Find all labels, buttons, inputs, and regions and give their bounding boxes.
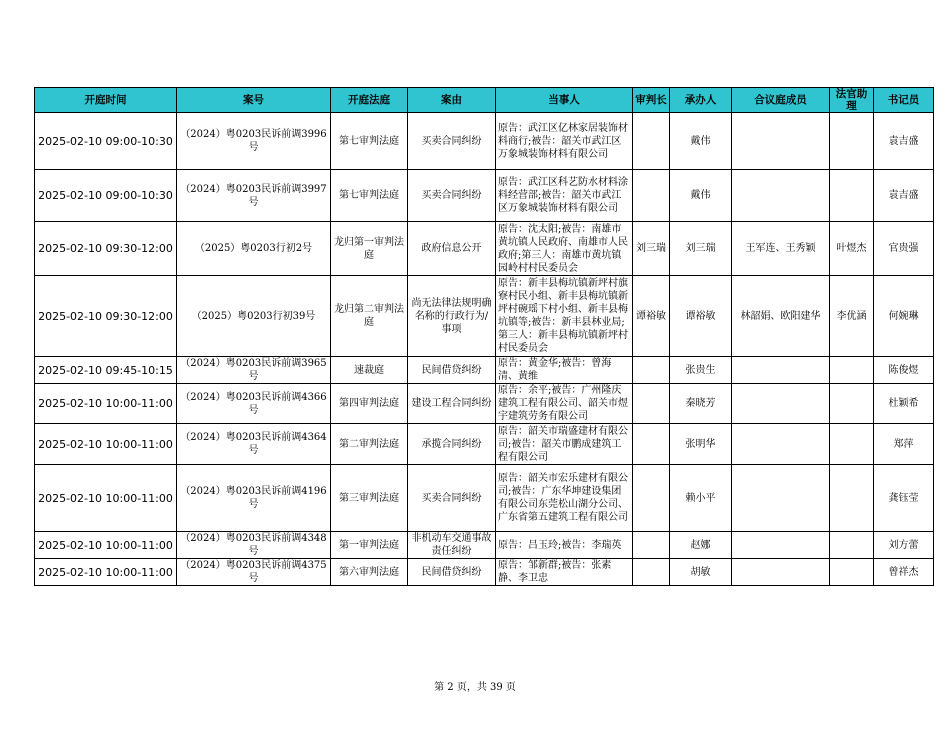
hearing-time: 2025-02-10 09:00-10:30 bbox=[35, 170, 177, 222]
hearing-time: 2025-02-10 09:45-10:15 bbox=[35, 357, 177, 384]
presiding-judge bbox=[633, 559, 670, 586]
panel-members bbox=[732, 357, 830, 384]
parties: 原告：吕玉玲;被告：李瑞英 bbox=[496, 532, 633, 559]
col-header-parties: 当事人 bbox=[496, 88, 633, 113]
presiding-judge bbox=[633, 384, 670, 424]
presiding-judge: 刘三瑞 bbox=[633, 222, 670, 276]
col-header-judge: 审判长 bbox=[633, 88, 670, 113]
presiding-judge bbox=[633, 424, 670, 465]
page-number-footer: 第 2 页，共 39 页 bbox=[434, 682, 516, 693]
panel-members: 王军连、王秀颖 bbox=[732, 222, 830, 276]
case-cause: 承揽合同纠纷 bbox=[408, 424, 496, 465]
case-number: （2025）粤0203行初2号 bbox=[177, 222, 331, 276]
col-header-clerk: 书记员 bbox=[874, 88, 934, 113]
hearing-time: 2025-02-10 10:00-11:00 bbox=[35, 384, 177, 424]
table-row bbox=[35, 113, 934, 170]
court-clerk: 袁吉盛 bbox=[874, 113, 934, 170]
case-cause: 买卖合同纠纷 bbox=[408, 465, 496, 532]
panel-members: 林韶娟、欧阳建华 bbox=[732, 276, 830, 357]
case-handler: 秦晓芳 bbox=[670, 384, 732, 424]
judge-assistant bbox=[830, 357, 874, 384]
panel-members bbox=[732, 113, 830, 170]
col-header-case-no: 案号 bbox=[177, 88, 331, 113]
presiding-judge bbox=[633, 357, 670, 384]
parties: 原告：余平;被告：广州隆庆建筑工程有限公司、韶关市煜宇建筑劳务有限公司 bbox=[496, 384, 633, 424]
parties: 原告：武江区亿林家居装饰材料商行;被告：韶关市武江区万象城装饰材料有限公司 bbox=[496, 113, 633, 170]
col-header-time: 开庭时间 bbox=[35, 88, 177, 113]
table-row bbox=[35, 170, 934, 222]
parties: 原告：韶关市宏乐建材有限公司;被告：广东华坤建设集团有限公司东莞松山湖分公司、广东省第五建筑工程有限公司 bbox=[496, 465, 633, 532]
case-number: （2024）粤0203民诉前调4348号 bbox=[177, 532, 331, 559]
courtroom: 第七审判法庭 bbox=[331, 170, 408, 222]
court-clerk: 刘方蕾 bbox=[874, 532, 934, 559]
court-clerk: 官贵强 bbox=[874, 222, 934, 276]
judge-assistant bbox=[830, 424, 874, 465]
case-cause: 尚无法律法规明确名称的行政行为/事项 bbox=[408, 276, 496, 357]
table-row bbox=[35, 424, 934, 465]
court-clerk: 曾祥杰 bbox=[874, 559, 934, 586]
court-clerk: 袁吉盛 bbox=[874, 170, 934, 222]
panel-members bbox=[732, 465, 830, 532]
court-clerk: 杜颖希 bbox=[874, 384, 934, 424]
col-header-cause: 案由 bbox=[408, 88, 496, 113]
table-row bbox=[35, 559, 934, 586]
case-handler: 张明华 bbox=[670, 424, 732, 465]
hearing-time: 2025-02-10 09:00-10:30 bbox=[35, 113, 177, 170]
hearing-time: 2025-02-10 10:00-11:00 bbox=[35, 532, 177, 559]
case-handler: 谭裕敏 bbox=[670, 276, 732, 357]
panel-members bbox=[732, 532, 830, 559]
case-handler: 张贵生 bbox=[670, 357, 732, 384]
case-cause: 买卖合同纠纷 bbox=[408, 170, 496, 222]
col-header-court: 开庭法庭 bbox=[331, 88, 408, 113]
courtroom: 第四审判法庭 bbox=[331, 384, 408, 424]
case-number: （2024）粤0203民诉前调3996号 bbox=[177, 113, 331, 170]
courtroom: 第六审判法庭 bbox=[331, 559, 408, 586]
courtroom: 第三审判法庭 bbox=[331, 465, 408, 532]
case-handler: 胡敏 bbox=[670, 559, 732, 586]
case-number: （2024）粤0203民诉前调3965号 bbox=[177, 357, 331, 384]
courtroom: 速裁庭 bbox=[331, 357, 408, 384]
case-handler: 戴伟 bbox=[670, 170, 732, 222]
judge-assistant bbox=[830, 170, 874, 222]
hearing-time: 2025-02-10 10:00-11:00 bbox=[35, 465, 177, 532]
presiding-judge bbox=[633, 532, 670, 559]
courtroom: 第一审判法庭 bbox=[331, 532, 408, 559]
case-cause: 政府信息公开 bbox=[408, 222, 496, 276]
panel-members bbox=[732, 559, 830, 586]
courtroom: 龙归第一审判法庭 bbox=[331, 222, 408, 276]
case-handler: 赵娜 bbox=[670, 532, 732, 559]
hearing-time: 2025-02-10 09:30-12:00 bbox=[35, 222, 177, 276]
case-number: （2024）粤0203民诉前调4196号 bbox=[177, 465, 331, 532]
hearing-time: 2025-02-10 10:00-11:00 bbox=[35, 559, 177, 586]
parties: 原告：邹新群;被告：张素静、李卫忠 bbox=[496, 559, 633, 586]
parties: 原告：沈太阳;被告：南雄市黄坑镇人民政府、南雄市人民政府;第三人：南雄市黄坑镇园岭村村民委员会 bbox=[496, 222, 633, 276]
judge-assistant: 李优涵 bbox=[830, 276, 874, 357]
col-header-panel: 合议庭成员 bbox=[732, 88, 830, 113]
judge-assistant bbox=[830, 113, 874, 170]
case-number: （2024）粤0203民诉前调4366号 bbox=[177, 384, 331, 424]
case-handler: 戴伟 bbox=[670, 113, 732, 170]
presiding-judge bbox=[633, 170, 670, 222]
case-number: （2024）粤0203民诉前调3997号 bbox=[177, 170, 331, 222]
parties: 原告：新丰县梅坑镇新坪村旗寮村民小组、新丰县梅坑镇新坪村碗瑶下村小组、新丰县梅坑镇等;被告：新丰县林业局;第三人：新丰县梅坑镇新坪村村民委员会 bbox=[496, 276, 633, 357]
table-row bbox=[35, 465, 934, 532]
header-row bbox=[35, 88, 934, 113]
court-clerk: 龚钰莹 bbox=[874, 465, 934, 532]
judge-assistant bbox=[830, 384, 874, 424]
case-cause: 建设工程合同纠纷 bbox=[408, 384, 496, 424]
presiding-judge: 谭裕敏 bbox=[633, 276, 670, 357]
hearing-time: 2025-02-10 09:30-12:00 bbox=[35, 276, 177, 357]
table-row bbox=[35, 384, 934, 424]
case-number: （2024）粤0203民诉前调4375号 bbox=[177, 559, 331, 586]
case-cause: 买卖合同纠纷 bbox=[408, 113, 496, 170]
hearing-time: 2025-02-10 10:00-11:00 bbox=[35, 424, 177, 465]
panel-members bbox=[732, 170, 830, 222]
judge-assistant bbox=[830, 465, 874, 532]
table-row bbox=[35, 276, 934, 357]
court-clerk: 郑萍 bbox=[874, 424, 934, 465]
case-number: （2025）粤0203行初39号 bbox=[177, 276, 331, 357]
case-handler: 赖小平 bbox=[670, 465, 732, 532]
courtroom: 第七审判法庭 bbox=[331, 113, 408, 170]
table-row bbox=[35, 222, 934, 276]
parties: 原告：武江区科艺防水材料涂料经营部;被告：韶关市武江区万象城装饰材料有限公司 bbox=[496, 170, 633, 222]
judge-assistant: 叶煜杰 bbox=[830, 222, 874, 276]
case-cause: 非机动车交通事故责任纠纷 bbox=[408, 532, 496, 559]
judge-assistant bbox=[830, 532, 874, 559]
case-number: （2024）粤0203民诉前调4364号 bbox=[177, 424, 331, 465]
parties: 原告：黄金华;被告：曾海清、黄维 bbox=[496, 357, 633, 384]
judge-assistant bbox=[830, 559, 874, 586]
case-cause: 民间借贷纠纷 bbox=[408, 559, 496, 586]
presiding-judge bbox=[633, 465, 670, 532]
presiding-judge bbox=[633, 113, 670, 170]
court-clerk: 陈俊煜 bbox=[874, 357, 934, 384]
courtroom: 第二审判法庭 bbox=[331, 424, 408, 465]
col-header-handler: 承办人 bbox=[670, 88, 732, 113]
table-row bbox=[35, 357, 934, 384]
panel-members bbox=[732, 424, 830, 465]
case-handler: 刘三瑞 bbox=[670, 222, 732, 276]
courtroom: 龙归第二审判法庭 bbox=[331, 276, 408, 357]
table-row bbox=[35, 532, 934, 559]
col-header-assistant: 法官助理 bbox=[830, 88, 874, 113]
hearing-schedule-table bbox=[34, 87, 934, 586]
court-clerk: 何婉琳 bbox=[874, 276, 934, 357]
panel-members bbox=[732, 384, 830, 424]
case-cause: 民间借贷纠纷 bbox=[408, 357, 496, 384]
parties: 原告：韶关市瑞盛建材有限公司;被告：韶关市鹏成建筑工程有限公司 bbox=[496, 424, 633, 465]
